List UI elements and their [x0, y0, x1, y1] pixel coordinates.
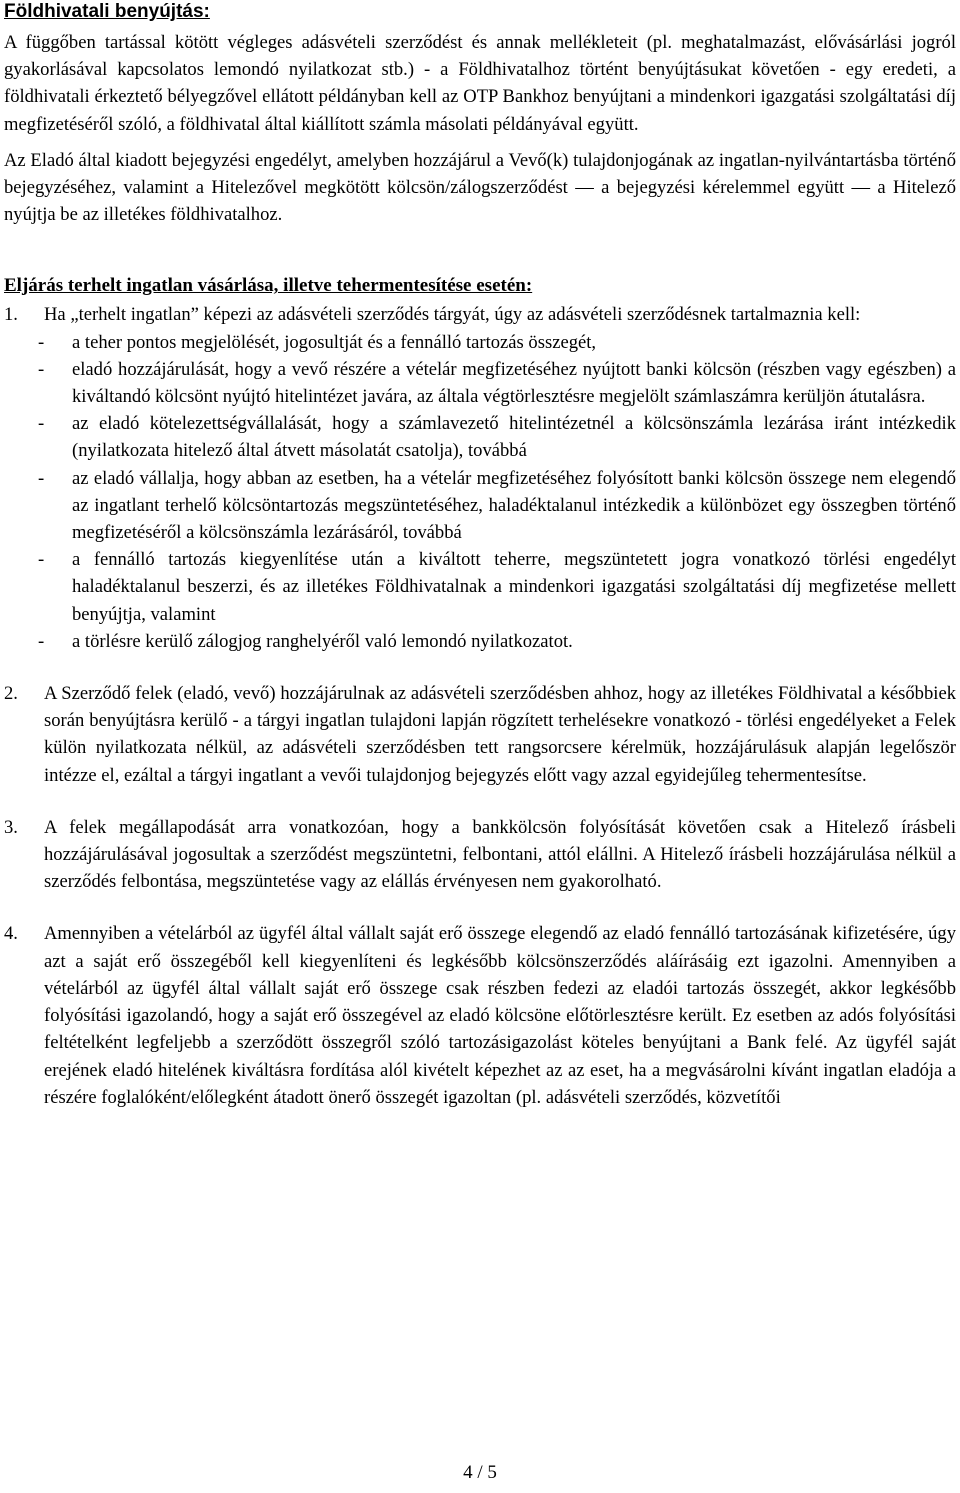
- list-number: 4.: [4, 923, 18, 945]
- dash-item: - a fennálló tartozás kiegyenlítése után a kiváltott teherre, megszüntetett jogra vonatkozó törlési engedélyt haladéktalanul beszerzi, és az illetékes Földhivatalnak a mindenkori igazgatási szolgáltatási díj megfizetése mellett benyújtja, valamint: [38, 549, 956, 625]
- list-item-text: Ha „terhelt ingatlan” képezi az adásvételi szerződés tárgyát, úgy az adásvételi szerződésnek tartalmaznia kell:: [44, 304, 861, 326]
- dash-item: - az eladó vállalja, hogy abban az esetben, ha a vételár megfizetéséhez folyósított banki kölcsön összege nem elegendő az ingatlant terhelő kölcsöntartozás megszüntetéséhez, haladéktalanul intézkedik a különbözet egy összegben történő megfizetéséről a kölcsönszámla lezárásáról, továbbá: [38, 467, 956, 544]
- dash-item: - az eladó kötelezettségvállalását, hogy a számlavezető hitelintézetnél a kölcsönszámla lezárása iránt intézkedik (nyilatkozata hitelező által átvett másolatát csatolja), továbbá: [38, 413, 956, 462]
- list-number: 1.: [4, 304, 18, 326]
- list-item-2: [4, 680, 956, 789]
- dash-item: - eladó hozzájárulását, hogy a vevő részére a vételár megfizetéséhez nyújtott banki kölcsön (részben vagy egészben) a kiváltandó kölcsönt nyújtó hitelintézet javára, az általa végtörlesztésre megjelölt számlaszámra kerüljön átutalásra.: [38, 358, 956, 408]
- list-item-text: A Szerződő felek (eladó, vevő) hozzájárulnak az adásvételi szerződésben ahhoz, hogy az illetékes Földhivatal a későbbiek során benyújtásra kerülő - a tárgyi ingatlan tulajdoni lapján rögzített terhelésekre vonatkozó - törlési engedélyeket a Felek külön nyilatkozata nélkül, az adásvételi szerződésben tett rangsorcsere kérelmük, hozzájárulásuk alapján legelőször intézze el, ezáltal a tárgyi ingatlant a vevői tulajdonjog bejegyzés előtt vagy azzal egyidejűleg tehermentesítse.: [44, 683, 956, 786]
- list-item-3: [4, 814, 956, 896]
- list-item-1: [4, 301, 956, 655]
- paragraph-registration-permit: Az Eladó által kiadott bejegyzési engedélyt, amelyben hozzájárul a Vevő(k) tulajdonjogának az ingatlan-nyilvántartásba történő bejegyzéséhez, valamint a Hitelezővel megkötött kölcsön/zálogszerződést ― a bejegyzési kérelemmel együtt ― a Hitelező nyújtja be az illetékes földhivatalhoz.: [4, 149, 956, 226]
- list-item-text: A felek megállapodását arra vonatkozóan, hogy a bankkölcsön folyósítását követően csak a Hitelező írásbeli hozzájárulásával jogosultak a szerződést megszüntetni, felbontani, attól elállni. A Hitelező írásbeli hozzájárulása nélkül a szerződés felbontása, megszüntetése vagy az elállás érvényesen nem gyakorolható.: [44, 816, 956, 893]
- section-heading-procedure: Eljárás terhelt ingatlan vásárlása, illetve tehermentesítése esetén:: [4, 275, 533, 297]
- numbered-list: [4, 301, 956, 1110]
- document-page: [4, 0, 956, 1111]
- list-number: 3.: [4, 816, 18, 838]
- dash-list: [4, 329, 956, 655]
- list-item-4: [4, 920, 956, 1110]
- list-number: 2.: [4, 683, 18, 705]
- section-heading-land-registry: Földhivatali benyújtás:: [4, 1, 210, 22]
- dash-item: - a törlésre kerülő zálogjog ranghelyéről való lemondó nyilatkozatot.: [38, 630, 573, 652]
- dash-item: - a teher pontos megjelölését, jogosultját és a fennálló tartozás összegét,: [38, 331, 597, 353]
- list-item-text: Amennyiben a vételárból az ügyfél által vállalt saját erő összege elegendő az eladó fennálló tartozásának kifizetésére, úgy azt a saját erő összegéből kell kiegyenlíteni és legkésőbb kölcsönszerződés aláírásáig ezt igazolni. Amennyiben a vételárból az ügyfél által vállalt saját erő összege csak részben fedezi az eladói tartozás összegét, akkor legkésőbb folyósítási igazolandó, hogy a saját erő összegével az eladó kölcsöne előtörlesztésre került. Ez esetben az adós folyósítási feltételként legfeljebb a szerződött összegről szóló tartozásigazolást köteles benyújtani a Bank felé. Az ügyfél saját erejének eladó hitelének kiváltásra fordítása alól kivételt képezhet az az eset, ha a megvásárolni kívánt ingatlan eladója a részére foglalóként/előlegként átadott önerő összegét igazoltan (pl. adásvételi szerződés, közvetítői: [44, 923, 956, 1108]
- paragraph-submission: A függőben tartással kötött végleges adásvételi szerződést és annak mellékleteit (pl. meghatalmazást, elővásárlási jogról gyakorlásával kapcsolatos lemondó nyilatkozat stb.) - a Földhivatalhoz történt benyújtásukat követően - egy eredeti, a földhivatali érkeztető bélyegzővel ellátott példányban kell az OTP Bankhoz benyújtani a mindenkori igazgatási szolgáltatási díj megfizetéséről szóló, a földhivatal által kiállított számla másolati példányával együtt.: [4, 32, 956, 135]
- page-number: 4 / 5: [463, 1462, 497, 1483]
